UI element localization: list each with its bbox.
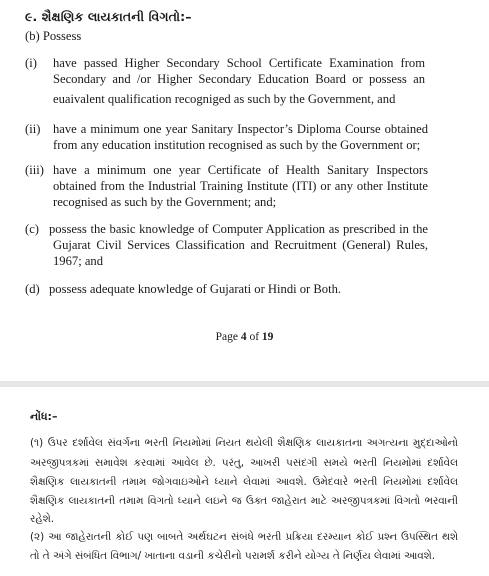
item-i-marker: (i) [25,56,37,70]
item-ii-line-2: from any education institution recognised as such by the Government or; [53,138,421,152]
item-i-line-1: have passed Higher Secondary School Certificate Examination from [53,56,425,70]
note-line-3: શૈક્ષણિક લાયકાતની તમામ જોગવાઇઓને ધ્યાને લેવામાં આવશે. ઉમેદવારે ભરતી નિયમોમાં દર્શાવેલ [30,476,458,488]
item-iii-line-2: obtained from the Industrial Training Institute (ITI) or any other Institute [53,179,428,193]
item-c-line-1: possess the basic knowledge of Computer Application as prescribed in the [49,222,428,236]
page-current: 4 [240,331,247,343]
note-title: નોંધ:– [30,410,58,423]
possess-label: (b) Possess [25,29,82,43]
note-line-4: શૈક્ષણિક લાયકાતની તમામ વિગતો ધ્યાને લઇને જ ઉક્ત જાહેરાત માટે અરજીપત્રકમાં વિગતો ભરવાની [30,495,458,507]
page-total: 19 [261,331,274,343]
item-ii-line-1: have a minimum one year Sanitary Inspector’s Diploma Course obtained [53,122,428,136]
page-number [0,331,489,343]
item-d-marker: (d) [25,282,40,296]
item-i-line-2: Secondary and /or Higher Secondary Education Board or possess an [53,72,425,86]
item-c-line-2: Gujarat Civil Services Classification and Recruitment (General) Rules, [53,238,428,252]
item-d-line-1: possess adequate knowledge of Gujarati or Hindi or Both. [49,282,342,296]
section-heading: ૯. શૈક્ષણિક લાયકાતની વિગતો:– [25,9,192,24]
note-line-5: રહેશે. [30,513,55,525]
item-c-line-3: 1967; and [53,254,104,268]
note-line-7: તો તે અંગે સંબંધિત વિભાગ/ ખાતાના વડાની કચેરીનો પરામર્શ કરીને યોગ્ય તે નિર્ણય લેવામાં આવશે. [30,550,436,562]
note-line-2: અરજીપત્રકમાં સમાવેશ કરવામાં આવેલ છે. પરંતુ, આખરી પસંદગી સમયે ભરતી નિયમોમાં દર્શાવેલ [30,457,458,469]
item-ii-marker: (ii) [25,122,41,136]
note-line-1: (૧) ઉપર દર્શાવેલ સંવર્ગના ભરતી નિયમોમાં નિયત થયેલી શૈક્ષણિક લાયકાતના અગત્યના મુદ્દાઓનો [30,437,458,449]
note-line-6: (૨) આ જાહેરાતની કોઈ પણ બાબતે અર્થઘટન સંબંધે ભરતી પ્રક્રિયા દરમ્યાન કોઈ પ્રશ્ન ઉપસ્થિત થશે [30,531,458,543]
item-iii-line-3: recognised as such by the Government; and; [53,195,277,209]
page-of: of [249,331,260,343]
item-iii-line-1: have a minimum one year Certificate of Health Sanitary Inspectors [53,163,428,177]
item-iii-marker: (iii) [25,163,44,177]
item-c-marker: (c) [25,222,39,236]
item-i-line-3: euaivalent qualification recogniged as such by the Government, and [53,92,396,106]
page-label: Page [215,331,238,343]
